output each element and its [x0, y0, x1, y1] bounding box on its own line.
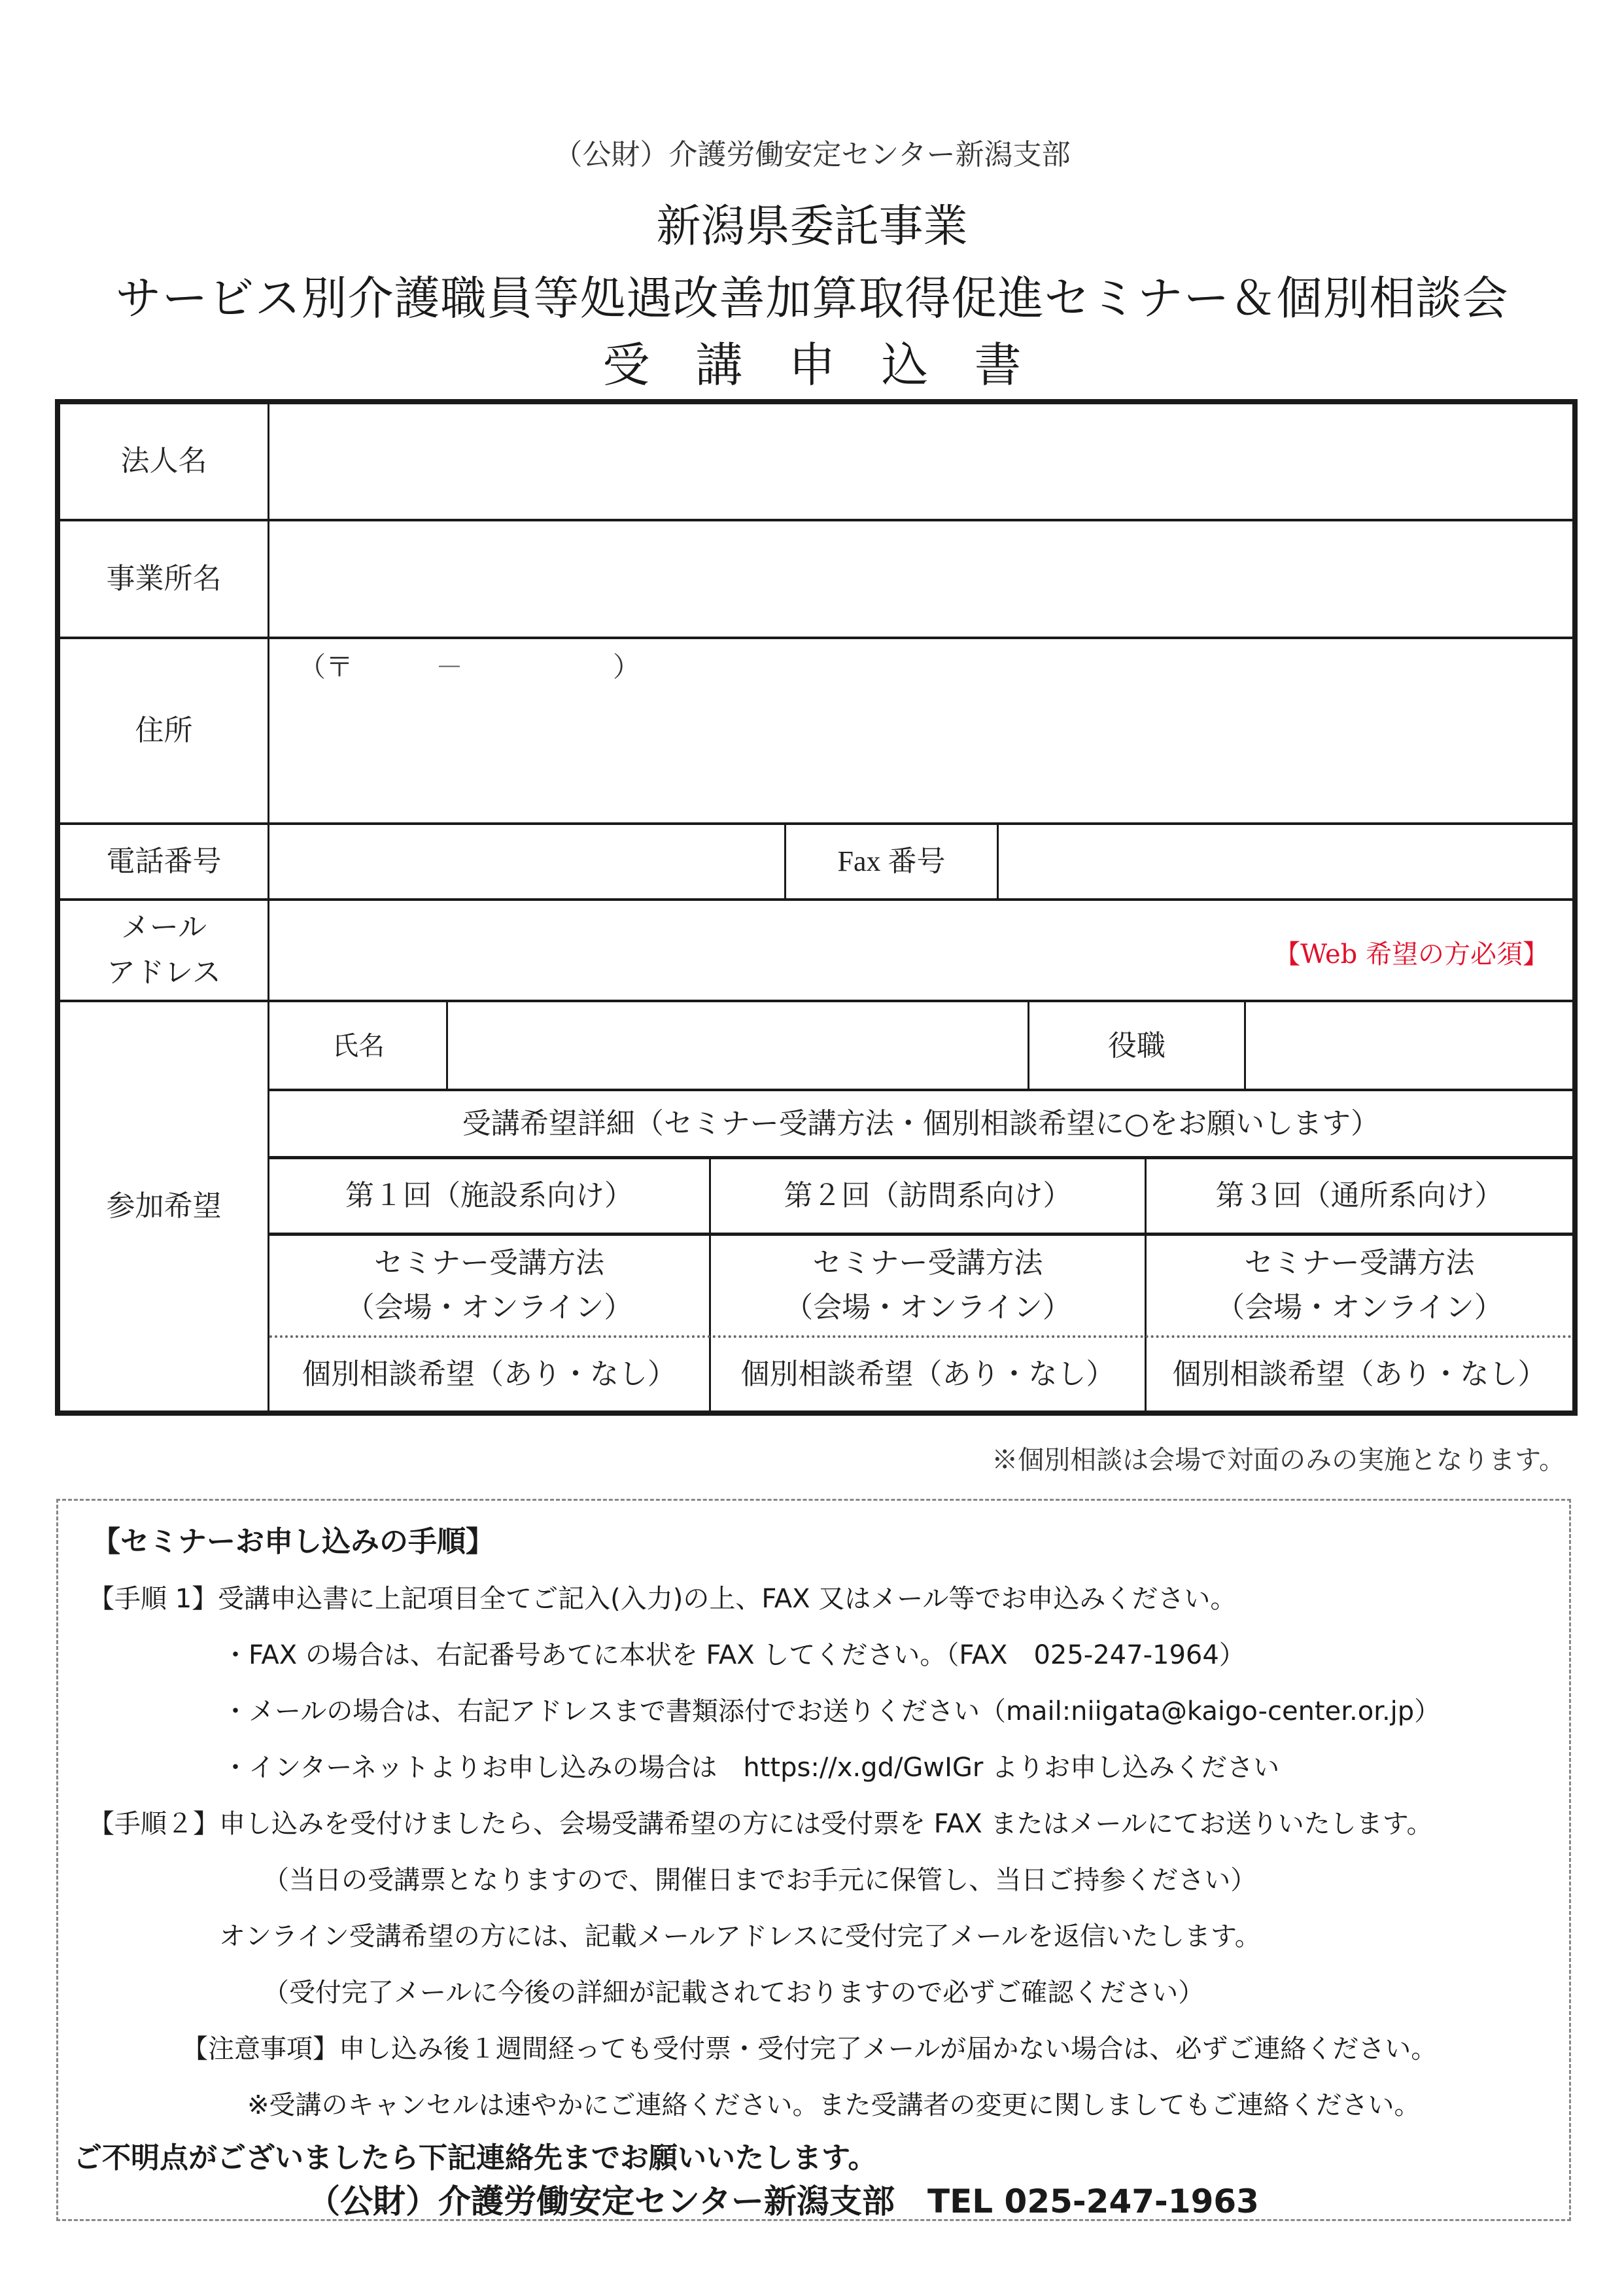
phone-label: 電話番号: [106, 844, 222, 878]
fax-input[interactable]: [999, 825, 1572, 898]
session-1-consult[interactable]: 個別相談希望（あり・なし）: [302, 1357, 676, 1391]
session-1-title: 第１回（施設系向け）: [345, 1179, 633, 1213]
contact-intro: ご不明点がございましたら下記連絡先までお願いいたします。: [73, 2141, 877, 2175]
table-border-bottom: [56, 1410, 1578, 1416]
procedure-cancel-note: ※受講のキャンセルは速やかにご連絡ください。また受講者の変更に関しましてもご連絡ください。: [247, 2090, 1421, 2120]
participation-label: 参加希望: [106, 1189, 222, 1223]
procedure-online-note: （受付完了メールに今後の詳細が記載されておりますので必ずご確認ください）: [263, 1978, 1205, 2008]
name-input[interactable]: [448, 1002, 1028, 1090]
session-3-method-label: セミナー受講方法: [1244, 1246, 1475, 1280]
name-label: 氏名: [332, 1031, 385, 1061]
procedure-caution: 【注意事項】申し込み後１週間経っても受付票・受付完了メールが届かない場合は、必ずご連絡ください。: [182, 2034, 1438, 2064]
table-border-top: [56, 399, 1578, 404]
postal-prefix: （〒: [298, 651, 354, 683]
table-border-left: [55, 399, 60, 1416]
postal-suffix: ）: [613, 651, 641, 683]
procedure-mail-line[interactable]: ・メールの場合は、右記アドレスまで書類添付でお送りください（mail:niigata@kaigo-center.or.jp）: [222, 1696, 1441, 1726]
phone-input[interactable]: [269, 825, 784, 898]
office-label: 事業所名: [106, 561, 222, 595]
email-input[interactable]: [269, 901, 1572, 1000]
session-3-consult[interactable]: 個別相談希望（あり・なし）: [1172, 1357, 1547, 1391]
consult-note: ※個別相談は会場で対面のみの実施となります。: [992, 1445, 1565, 1475]
position-label: 役職: [1108, 1028, 1166, 1062]
fax-label: Fax 番号: [837, 845, 946, 877]
session-2-title: 第２回（訪問系向け）: [784, 1179, 1072, 1213]
session-2-method-options[interactable]: （会場・オンライン）: [784, 1291, 1071, 1324]
form-title: 受講申込書: [602, 338, 1067, 393]
procedure-step-2-note: （当日の受講票となりますので、開催日までお手元に保管し、当日ご持参ください）: [263, 1865, 1257, 1895]
session-3-method[interactable]: [1147, 1236, 1572, 1335]
procedure-internet-line[interactable]: ・インターネットよりお申し込みの場合は https://x.gd/GwIGr よりお申し込みください: [222, 1753, 1280, 1783]
corporation-input[interactable]: [269, 404, 1572, 519]
procedure-heading: 【セミナーお申し込みの手順】: [92, 1525, 494, 1558]
dotted-divider: [269, 1335, 1572, 1338]
corporation-label: 法人名: [120, 444, 207, 478]
email-label-line2: アドレス: [107, 955, 221, 989]
session-3-title: 第３回（通所系向け）: [1215, 1179, 1504, 1213]
email-required-note: 【Web 希望の方必須】: [1274, 939, 1549, 970]
procedure-step-1: 【手順 1】受講申込書に上記項目全てご記入(入力)の上、FAX 又はメール等でお申込みください。: [88, 1584, 1237, 1614]
procedure-fax-line: ・FAX の場合は、右記番号あてに本状を FAX してください。（FAX 025-247-1964）: [222, 1640, 1245, 1670]
commission-title: 新潟県委託事業: [656, 201, 968, 253]
seminar-title: サービス別介護職員等処遇改善加算取得促進セミナー＆個別相談会: [115, 272, 1509, 325]
session-1-method-options[interactable]: （会場・オンライン）: [345, 1291, 633, 1324]
email-label: [60, 901, 268, 1000]
details-header: 受講希望詳細（セミナー受講方法・個別相談希望に○をお願いします）: [462, 1106, 1380, 1140]
session-2-consult[interactable]: 個別相談希望（あり・なし）: [740, 1357, 1115, 1391]
postal-dash: －: [436, 651, 464, 683]
session-2-method-label: セミナー受講方法: [812, 1246, 1043, 1280]
office-input[interactable]: [269, 521, 1572, 637]
procedure-step-2: 【手順２】申し込みを受付けましたら、会場受講希望の方には受付票を FAX またはメールにてお送りいたします。: [88, 1809, 1433, 1839]
organization-name: （公財）介護労働安定センター新潟支部: [553, 138, 1071, 171]
table-border-right: [1572, 399, 1578, 1416]
session-3-method-options[interactable]: （会場・オンライン）: [1216, 1291, 1503, 1324]
session-1-method-label: セミナー受講方法: [374, 1246, 604, 1280]
email-label-line1: メール: [120, 911, 207, 945]
session-1-method[interactable]: [269, 1236, 709, 1335]
procedure-online-line: オンライン受講希望の方には、記載メールアドレスに受付完了メールを返信いたします。: [219, 1921, 1261, 1952]
address-label: 住所: [135, 713, 193, 747]
session-2-method[interactable]: [711, 1236, 1145, 1335]
contact-organization: （公財）介護労働安定センター新潟支部 TEL 025-247-1963: [307, 2182, 1259, 2220]
position-input[interactable]: [1246, 1002, 1572, 1090]
address-input[interactable]: [269, 639, 1572, 822]
